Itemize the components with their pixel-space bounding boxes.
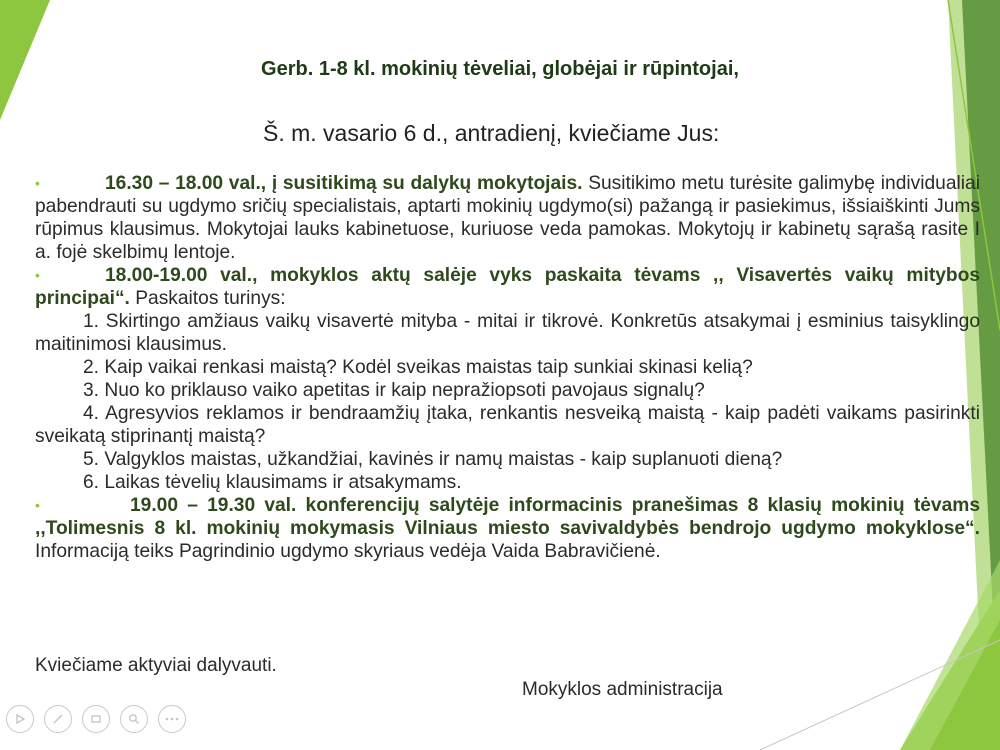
lecture-item-5: 5. Valgyklos maistas, užkandžiai, kavinės ir namų maistas - kaip suplanuoti dieną? (83, 449, 783, 470)
section2-text: Paskaitos turinys: (129, 288, 286, 309)
signature: Mokyklos administracija (522, 679, 723, 700)
section2-heading: 18.00-19.00 val., mokyklos aktų salėje vyks paskaita tėvams ,, Visavertės vaikų mitybos principai“. (35, 265, 980, 309)
slide-title: Gerb. 1-8 kl. mokinių tėveliai, globėjai ir rūpintojai, (261, 58, 739, 80)
section3-heading: 19.00 – 19.30 val. konferencijų salytėje informacinis pranešimas 8 klasių mokinių tėvams ,,Tolimesnis 8 kl. mokinių mokymasis Vilniaus miesto savivaldybės bendrojo ugdymo mokyklose“. (35, 495, 980, 539)
zoom-icon[interactable] (120, 705, 148, 733)
more-icon[interactable] (158, 705, 186, 733)
section-presentation (35, 494, 980, 563)
bullet-icon: • (35, 175, 40, 191)
slides-icon[interactable] (82, 705, 110, 733)
slide-body (35, 172, 980, 563)
closing-invitation: Kviečiame aktyviai dalyvauti. (35, 655, 277, 676)
section3-text: Informaciją teiks Pagrindinio ugdymo skyriaus vedėja Vaida Babravičienė. (35, 541, 661, 562)
lecture-item-2: 2. Kaip vaikai renkasi maistą? Kodėl sveikas maistas taip sunkiai skinasi kelią? (83, 357, 753, 378)
section1-text: Susitikimo metu turėsite galimybę individualiai pabendrauti su ugdymo sričių specialistais, aptarti mokinių ugdymo(si) pažangą ir pasiekimus, išsiaiškinti Jums rūpimus klausimus. Mokytojai lauks kabinetuose, kuriuose veda pamokas. Mokytojų ir kabinetų sąrašą rasite I a. fojė skelbimų lentoje. (35, 173, 980, 263)
lecture-item-3: 3. Nuo ko priklauso vaiko apetitas ir kaip nepražiopsoti pavojaus signalų? (83, 380, 705, 401)
section-individual-meetings (35, 172, 980, 264)
bullet-icon: • (35, 497, 40, 513)
play-icon[interactable] (6, 705, 34, 733)
bullet-icon: • (35, 267, 40, 283)
slide-subtitle: Š. m. vasario 6 d., antradienį, kviečiame Jus: (263, 120, 720, 146)
section1-heading: 16.30 – 18.00 val., į susitikimą su dalykų mokytojais. (105, 173, 583, 194)
slideshow-toolbar (6, 705, 186, 733)
lecture-item-4: 4. Agresyvios reklamos ir bendraamžių įtaka, renkantis nesveiką maistą - kaip padėti vaikams pasirinkti sveikatą stiprinantį maistą? (35, 403, 980, 447)
section-lecture (35, 264, 980, 310)
lecture-item-1: 1. Skirtingo amžiaus vaikų visavertė mityba - mitai ir tikrovė. Konkretūs atsakymai į esminius taisyklingo maitinimosi klausimus. (35, 311, 980, 355)
pen-icon[interactable] (44, 705, 72, 733)
lecture-item-6: 6. Laikas tėvelių klausimams ir atsakymams. (83, 472, 462, 493)
